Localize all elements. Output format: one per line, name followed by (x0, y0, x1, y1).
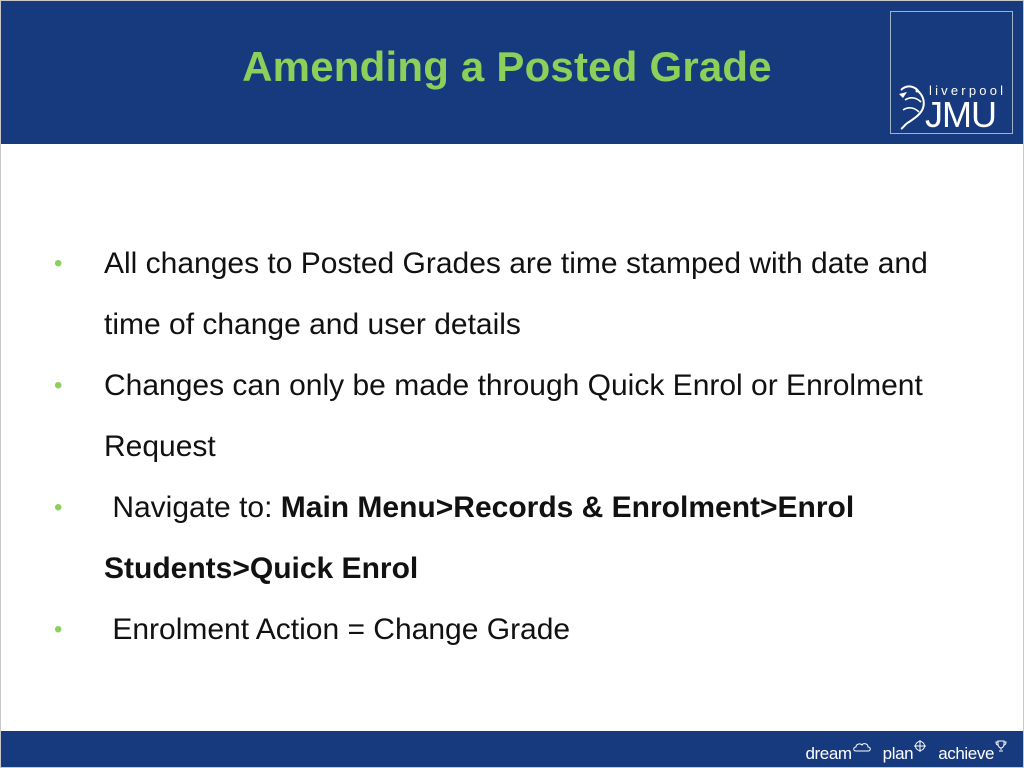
bullet-dot-icon: • (54, 250, 63, 277)
navigation-path: Main Menu>Records & Enrolment>Enrol Students>Quick Enrol (104, 491, 855, 585)
crosshair-icon (914, 740, 926, 752)
bullet-text: Enrolment Action = Change Grade (104, 613, 571, 646)
jmu-logo (890, 11, 1013, 134)
bullet-text: All changes to Posted Grades are time stamped with date and time of change and user details (104, 247, 928, 341)
tagline-dream: dream (805, 744, 852, 763)
bullet-item (1, 355, 1024, 477)
slide-header (1, 1, 1024, 144)
tagline-plan: plan (882, 744, 914, 763)
bullet-dot-icon: • (54, 372, 63, 399)
bullet-item (1, 477, 1024, 599)
bullet-text: Changes can only be made through Quick Enrol or Enrolment Request (104, 369, 923, 463)
bullet-item (1, 233, 1024, 355)
trophy-icon (995, 740, 1007, 752)
slide-title: Amending a Posted Grade (242, 43, 772, 90)
bullet-dot-icon: • (54, 494, 63, 521)
footer-tagline (805, 736, 1007, 764)
navigate-prefix: Navigate to: (104, 491, 281, 524)
bullet-list (1, 233, 1024, 660)
logo-jmu-text: JMU (925, 94, 996, 135)
slide-footer (1, 731, 1024, 768)
bullet-item (1, 599, 1024, 660)
logo-liverpool-text: liverpool (929, 83, 1007, 98)
tagline-achieve: achieve (938, 744, 994, 763)
bullet-text (104, 477, 984, 599)
bullet-dot-icon: • (54, 616, 63, 643)
cloud-icon (853, 742, 871, 752)
